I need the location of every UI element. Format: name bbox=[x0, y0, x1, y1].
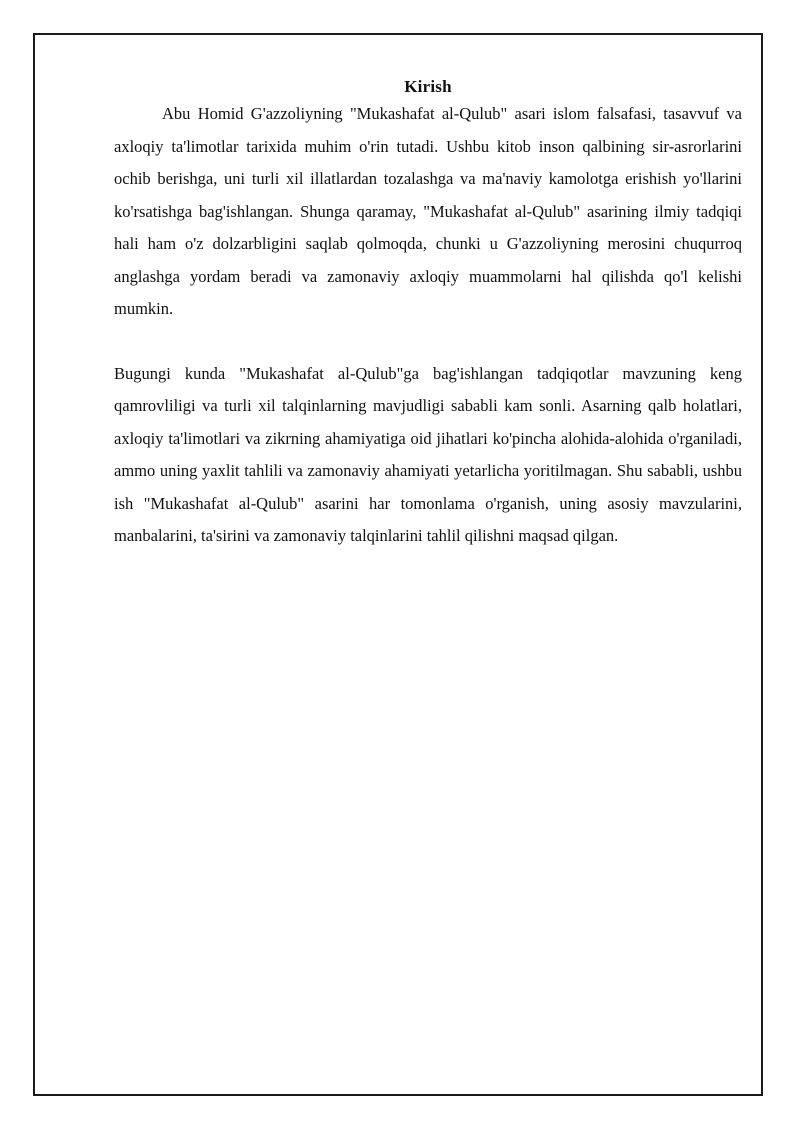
document-title: Kirish bbox=[404, 77, 452, 96]
paragraph-second: Bugungi kunda "Mukashafat al-Qulub"ga bag'ishlangan tadqiqotlar mavzuning keng qamrovliligi va turli xil talqinlarning mavjudligi sababli kam sonli. Asarning qalb holatlari, axloqiy ta'limotlari va zikrning ahamiyatiga oid jihatlari ko'pincha alohida-alohida o'rganiladi, ammo uning yaxlit tahlili va zamonaviy ahamiyati yetarlicha yoritilmagan. Shu sababli, ushbu ish "Mukashafat al-Qulub" asarini har tomonlama o'rganish, uning asosiy mavzularini, manbalarini, ta'sirini va zamonaviy talqinlarini tahlil qilishni maqsad qilgan. bbox=[114, 363, 742, 545]
paragraph-intro: Abu Homid G'azzoliyning "Mukashafat al-Qulub" asari islom falsafasi, tasavvuf va axloqiy ta'limotlar tarixida muhim o'rin tutadi. Ushbu kitob inson qalbining sir-asrorlarini ochib berishga, uni turli xil illatlardan tozalashga va ma'naviy kamolotga erishish yo'llarini ko'rsatishga bag'ishlangan. Shunga qaramay, "Mukashafat al-Qulub" asarining ilmiy tadqiqi hali ham o'z dolzarbligini saqlab qolmoqda, chunki u G'azzoliyning merosini chuqurroq anglashga yordam beradi va zamonaviy axloqiy muammolarni hal qilishda qo'l kelishi mumkin. bbox=[114, 104, 742, 318]
paragraph-gap bbox=[114, 326, 742, 358]
document-body bbox=[114, 76, 742, 553]
